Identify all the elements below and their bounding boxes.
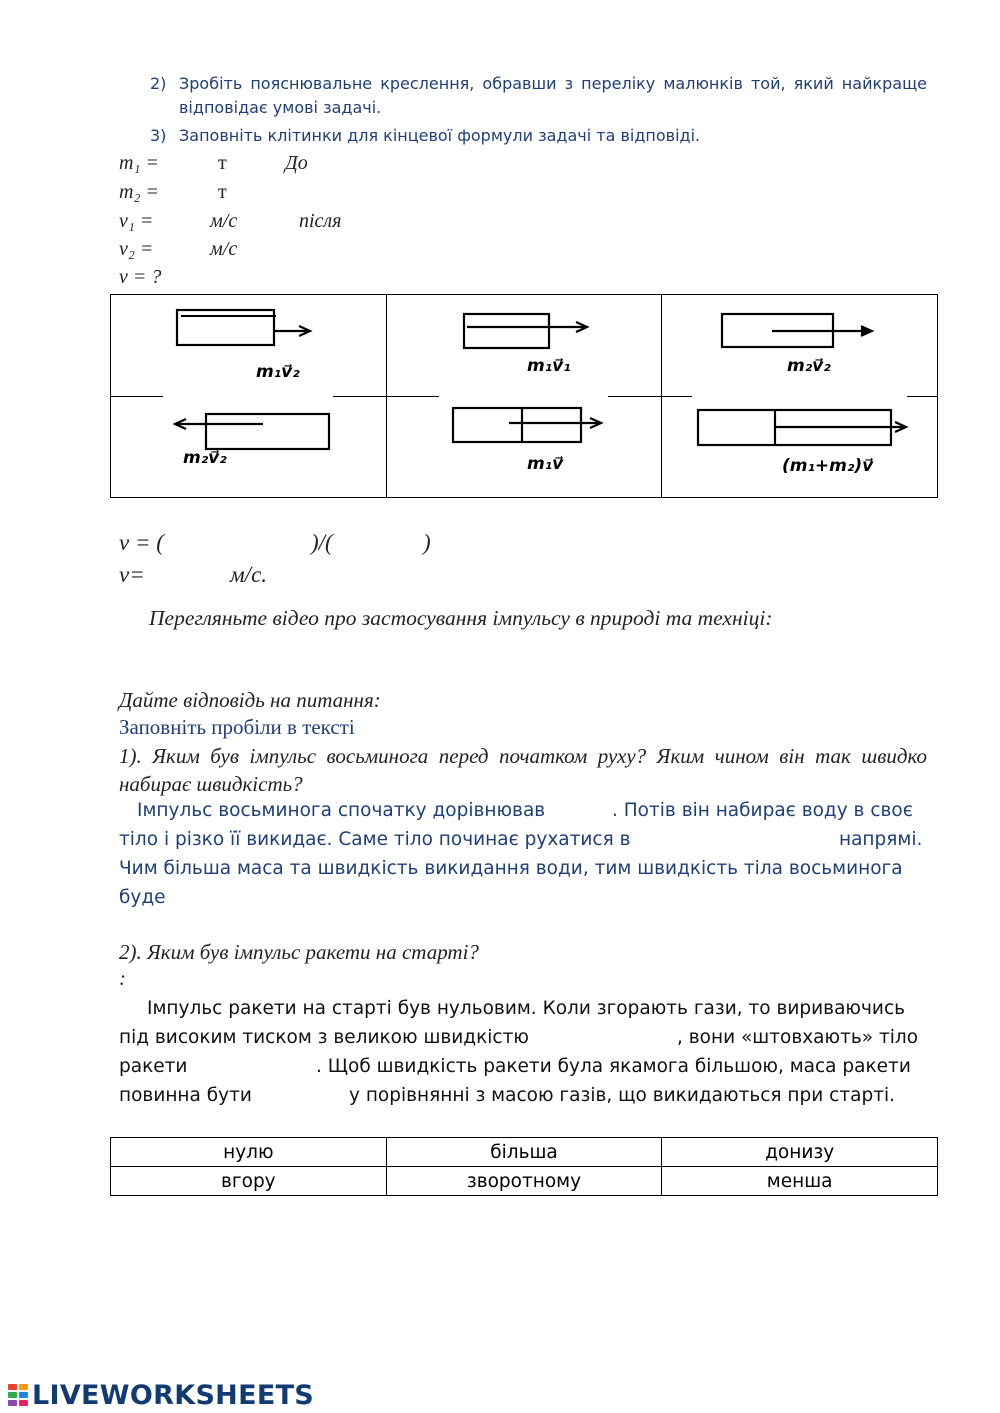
given-v1: v₁ = <box>119 210 154 232</box>
drawing-4-sketch <box>111 397 386 497</box>
word-bank-cell: вгору <box>111 1167 387 1196</box>
formula-numerator-input[interactable] <box>175 532 305 558</box>
video-prompt: Перегляньте відео про застосування імпульсу в природі та техніці: <box>149 606 773 630</box>
drawing-option-2[interactable] <box>387 295 661 396</box>
word-bank-cell: менша <box>662 1167 938 1196</box>
given-before: До <box>285 152 308 174</box>
q1-paragraph <box>119 796 927 916</box>
fill-title: Заповніть пробіли в тексті <box>119 715 355 739</box>
q2-blank-3[interactable] <box>259 1084 345 1108</box>
q1-text-e: Чим більша маса та швидкість викидання води, тим швидкість тіла восьминога <box>119 858 903 879</box>
instructions <box>0 70 1000 150</box>
word-bank-cell: більша <box>386 1138 662 1167</box>
q1-blank-2[interactable] <box>647 828 837 852</box>
given-v1-unit: м/с <box>210 210 238 232</box>
answer-input[interactable] <box>153 564 225 590</box>
drawing-4-label: m₂v⃗₂ <box>183 448 227 468</box>
question-1: 1). Яким був імпульс восьминога перед початком руху? Яким чином він так швидко набирає швидкість? <box>119 744 927 796</box>
drawing-choice-grid <box>110 294 938 498</box>
instruction-2-number: 2) <box>150 74 167 93</box>
given-m1-unit: т <box>218 152 227 174</box>
instruction-2-text: Зробіть пояснювальне креслення, обравши з переліку малюнків той, який найкраще відповідає умові задачі. <box>179 74 927 117</box>
q2-blank-2[interactable] <box>195 1055 315 1079</box>
answer-prefix: v= <box>119 562 145 587</box>
liveworksheets-logo[interactable] <box>8 1378 314 1412</box>
formula-open: v = ( <box>119 530 164 555</box>
given-v2-unit: м/с <box>210 238 238 260</box>
given-m2: m₂ = <box>119 181 159 203</box>
instruction-3-text: Заповніть клітинки для кінцевої формули задачі та відповіді. <box>179 126 701 145</box>
q1-text-f: буде <box>119 887 166 908</box>
question-2-colon: : <box>119 966 126 990</box>
drawing-2-sketch <box>387 295 661 396</box>
q2-line-1: Імпульс ракети на старті був нульовим. Коли згорають гази, то вириваючись <box>147 998 906 1019</box>
v2-input[interactable] <box>165 240 207 264</box>
q1-text-c: тіло і різко її викидає. Саме тіло починає рухатися в <box>119 829 631 850</box>
drawing-option-3[interactable] <box>662 295 937 396</box>
q2-text-2b: , вони «штовхають» тіло <box>677 1027 919 1048</box>
drawing-5-sketch <box>387 397 661 497</box>
drawing-option-1[interactable] <box>111 295 386 396</box>
word-bank-row <box>111 1167 938 1196</box>
word-bank-cell: нулю <box>111 1138 387 1167</box>
given-m2-unit: т <box>218 181 227 203</box>
formula-close: ) <box>423 530 431 555</box>
word-bank-table <box>110 1137 938 1196</box>
q2-text-4a: повинна бути <box>119 1085 252 1106</box>
given-block <box>119 152 519 292</box>
drawing-1-label: m₁v⃗₂ <box>256 362 300 382</box>
q2-text-4b: у порівнянні з масою газів, що викидаються при старті. <box>349 1085 895 1106</box>
q1-text-a: Імпульс восьминога спочатку дорівнював <box>137 800 546 821</box>
given-after: після <box>299 210 342 232</box>
drawing-6-label: (m₁+m₂)v⃗ <box>782 456 874 476</box>
liveworksheets-logo-icon <box>8 1382 30 1408</box>
given-m1: m₁ = <box>119 152 159 174</box>
q2-text-3a: ракети <box>119 1056 188 1077</box>
instruction-3-number: 3) <box>150 126 167 145</box>
q2-blank-1[interactable] <box>551 1026 671 1050</box>
question-2: 2). Яким був імпульс ракети на старті? <box>119 940 479 964</box>
drawing-option-5[interactable] <box>387 397 661 497</box>
drawing-3-sketch <box>662 295 937 396</box>
word-bank-cell: зворотному <box>386 1167 662 1196</box>
drawing-3-label: m₂v⃗₂ <box>787 356 831 376</box>
drawing-option-6[interactable] <box>662 397 937 497</box>
word-bank-row <box>111 1138 938 1167</box>
formula-block <box>119 530 619 594</box>
q1-text-b: . Потів він набирає воду в своє <box>612 800 913 821</box>
q2-text-3b: . Щоб швидкість ракети була якамога більшою, маса ракети <box>316 1056 911 1077</box>
answer-unit: м/с. <box>230 562 268 587</box>
given-unknown-v: v = ? <box>119 266 162 288</box>
given-v2: v₂ = <box>119 238 154 260</box>
drawing-6-sketch <box>662 397 937 497</box>
drawing-option-4[interactable] <box>111 397 386 497</box>
word-bank-cell: донизу <box>662 1138 938 1167</box>
questions-title: Дайте відповідь на питання: <box>119 688 381 712</box>
formula-middle: )/( <box>311 530 333 555</box>
m2-input[interactable] <box>171 183 215 207</box>
q1-text-d: напрямі. <box>839 829 923 850</box>
q2-paragraph <box>119 994 927 1114</box>
q2-text-2a: під високим тиском з великою швидкістю <box>119 1027 529 1048</box>
formula-denominator-input[interactable] <box>345 532 421 558</box>
q1-blank-3[interactable] <box>171 886 311 910</box>
drawing-1-sketch <box>111 295 386 396</box>
drawing-5-label: m₁v⃗ <box>527 454 564 474</box>
drawing-2-label: m₁v⃗₁ <box>527 356 571 376</box>
m1-input[interactable] <box>171 154 215 178</box>
v1-input[interactable] <box>165 212 207 236</box>
liveworksheets-logo-text: LIVEWORKSHEETS <box>32 1379 315 1411</box>
